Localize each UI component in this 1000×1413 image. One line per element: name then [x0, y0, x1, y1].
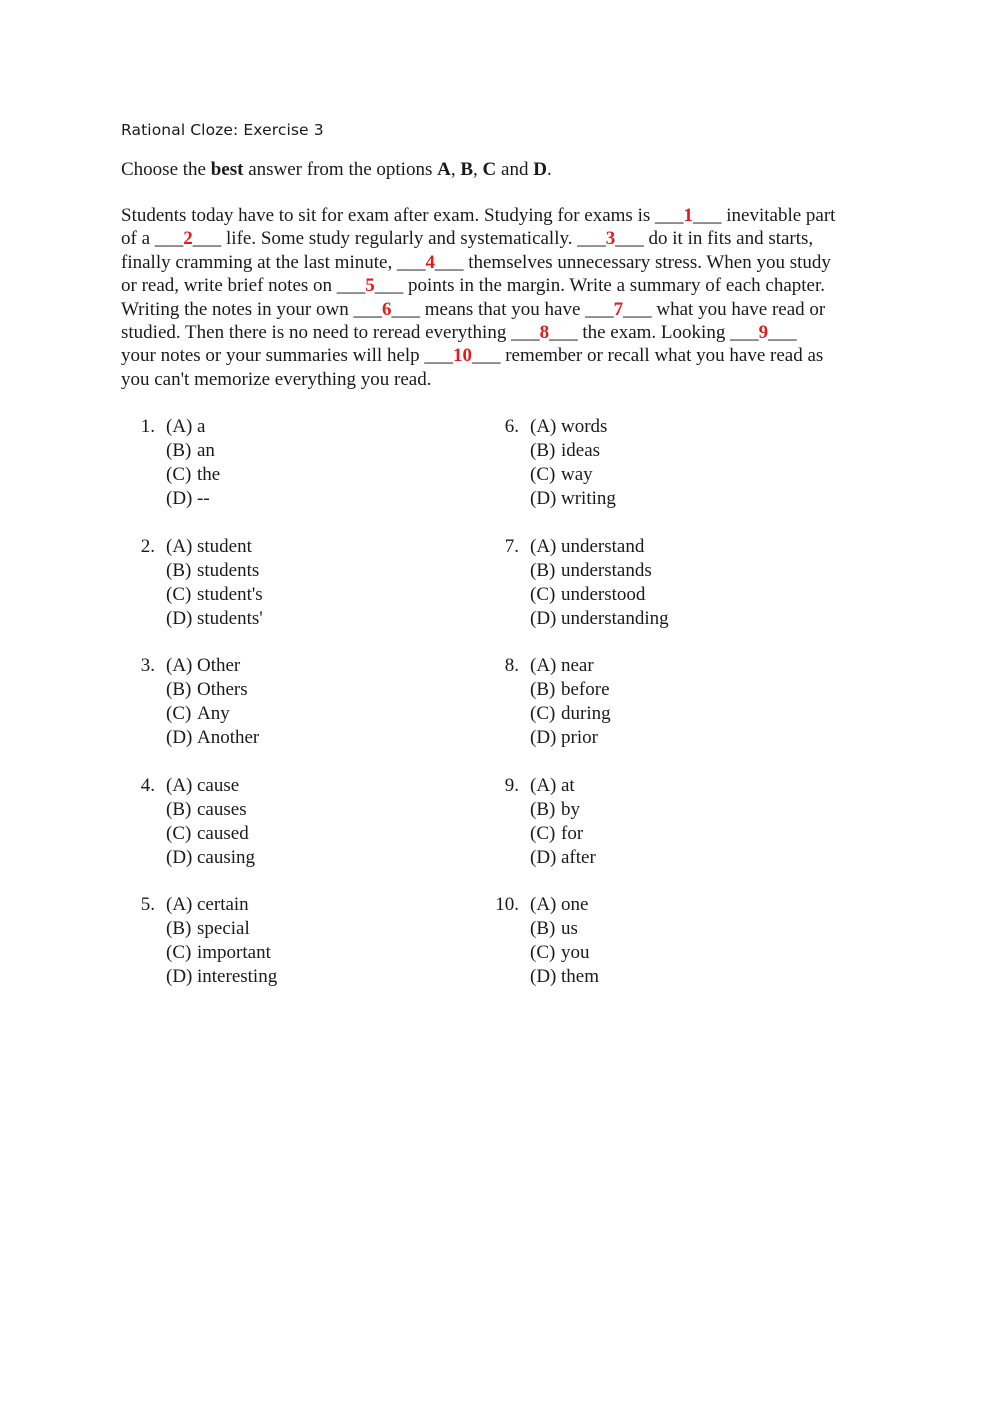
option-list: [166, 535, 263, 631]
option-list: [530, 415, 616, 511]
answer-option[interactable]: [166, 702, 259, 726]
passage-line: [121, 321, 891, 344]
blank-number: 6: [381, 298, 392, 320]
option-letter: (B): [166, 440, 192, 461]
option-letter: (B): [530, 440, 556, 461]
option-text: prior: [561, 727, 598, 748]
option-text: understanding: [561, 608, 669, 629]
blank-number: 1: [683, 205, 693, 226]
option-letter-b: B: [460, 159, 474, 180]
option-letter-a: A: [437, 159, 451, 180]
option-text: understood: [561, 584, 646, 605]
answer-option[interactable]: [530, 798, 596, 822]
passage-text: Students today have to sit for exam after exam. Studying for exams is ___: [121, 205, 684, 226]
instruction: [121, 158, 552, 182]
blank-number: 7: [613, 298, 624, 320]
option-letter: (D): [166, 727, 193, 748]
option-list: [166, 654, 259, 750]
answer-option[interactable]: [530, 415, 616, 439]
option-text: Others: [197, 679, 248, 700]
answer-option[interactable]: [530, 583, 669, 607]
question-number: 3.: [140, 655, 155, 676]
option-list: [530, 774, 596, 870]
passage-line: [121, 368, 891, 391]
option-letter: (A): [166, 536, 193, 557]
option-letter: (B): [166, 560, 192, 581]
option-text: understand: [561, 536, 645, 557]
answer-option[interactable]: [166, 415, 220, 439]
passage-line: [121, 274, 891, 297]
option-text: caused: [197, 823, 249, 844]
passage-line: [121, 204, 891, 227]
answer-option[interactable]: [166, 893, 277, 917]
answer-option[interactable]: [530, 535, 669, 559]
option-letter: (C): [166, 942, 192, 963]
passage-line: [121, 298, 891, 321]
option-text: one: [561, 894, 589, 915]
answer-option[interactable]: [166, 798, 255, 822]
instruction-text: answer from the options: [243, 159, 438, 180]
question-number: 5.: [140, 894, 155, 915]
answer-option[interactable]: [530, 702, 611, 726]
answer-option[interactable]: [166, 487, 220, 511]
option-text: way: [561, 464, 593, 485]
option-letter: (B): [530, 799, 556, 820]
option-letter: (D): [530, 727, 557, 748]
option-letter: (B): [166, 918, 192, 939]
answer-option[interactable]: [166, 583, 263, 607]
instruction-text: and: [496, 159, 534, 180]
passage-line: [121, 344, 891, 367]
option-letter: (D): [530, 488, 557, 509]
answer-option[interactable]: [530, 941, 599, 965]
option-letter: (C): [530, 584, 556, 605]
passage-text: Writing the notes in your own ___: [121, 298, 382, 320]
passage-text: ___ inevitable part: [693, 205, 836, 226]
option-text: Other: [197, 655, 241, 676]
instruction-text: .: [546, 159, 552, 180]
option-letter: (D): [166, 966, 193, 987]
option-list: [166, 415, 220, 511]
blank-number: 2: [183, 228, 193, 250]
instruction-text: ,: [450, 159, 461, 180]
option-letter: (C): [530, 823, 556, 844]
answer-option[interactable]: [166, 965, 277, 989]
option-text: writing: [561, 488, 616, 509]
option-letter: (D): [166, 608, 193, 629]
question-number: 8.: [504, 655, 519, 676]
option-letter: (C): [166, 823, 192, 844]
answer-option[interactable]: [530, 822, 596, 846]
option-text: an: [197, 440, 215, 461]
passage-text: ___ themselves unnecessary stress. When you study: [434, 251, 831, 273]
instruction-text: ,: [473, 159, 483, 180]
passage-text: studied. Then there is no need to reread everything ___: [121, 322, 540, 344]
instruction-text: Choose the: [121, 159, 211, 180]
option-letter-c: C: [482, 159, 497, 180]
option-text: certain: [197, 894, 249, 915]
option-list: [166, 774, 255, 870]
cloze-passage: [121, 204, 891, 391]
option-text: Another: [197, 727, 260, 748]
option-letter: (B): [530, 560, 556, 581]
option-list: [530, 535, 669, 631]
blank-number: 4: [425, 251, 435, 273]
answer-option[interactable]: [166, 917, 277, 941]
option-text: causing: [197, 847, 256, 868]
passage-line: [121, 227, 891, 250]
passage-text: or read, write brief notes on ___: [121, 275, 366, 297]
answer-option[interactable]: [530, 439, 616, 463]
answer-option[interactable]: [530, 678, 611, 702]
passage-text: ___ remember or recall what you have read as: [471, 345, 824, 367]
answer-option[interactable]: [166, 941, 277, 965]
passage-text: you can't memorize everything you read.: [121, 368, 432, 390]
option-letter: (A): [166, 775, 193, 796]
question-number: 1.: [140, 416, 155, 437]
passage-text: ___ the exam. Looking ___: [549, 322, 759, 344]
option-text: by: [561, 799, 580, 820]
option-text: Any: [197, 703, 230, 724]
option-list: [530, 893, 599, 989]
option-text: students': [197, 608, 263, 629]
option-letter: (A): [530, 775, 557, 796]
passage-text: your notes or your summaries will help ___: [121, 345, 453, 367]
passage-text: finally cramming at the last minute, ___: [121, 251, 426, 273]
option-text: during: [561, 703, 611, 724]
option-text: for: [561, 823, 584, 844]
option-text: cause: [197, 775, 240, 796]
option-text: important: [197, 942, 271, 963]
option-text: you: [561, 942, 590, 963]
passage-text: ___ means that you have ___: [391, 298, 614, 320]
blank-number: 3: [605, 228, 616, 250]
option-letter: (D): [166, 847, 193, 868]
passage-line: [121, 251, 891, 274]
option-letter: (A): [530, 655, 557, 676]
question-number: 7.: [504, 536, 519, 557]
blank-number: 10: [452, 345, 472, 367]
answer-option[interactable]: [166, 607, 263, 631]
answer-option[interactable]: [530, 654, 611, 678]
question-number: 6.: [504, 416, 519, 437]
option-text: ideas: [561, 440, 601, 461]
option-letter: (A): [166, 416, 193, 437]
option-letter: (A): [166, 655, 193, 676]
option-text: students: [197, 560, 260, 581]
option-letter: (D): [530, 608, 557, 629]
option-letter: (C): [166, 464, 192, 485]
option-text: the: [197, 464, 221, 485]
answer-option[interactable]: [530, 917, 599, 941]
option-list: [166, 893, 277, 989]
passage-text: ___ what you have read or: [623, 298, 826, 320]
option-letter: (B): [166, 679, 192, 700]
answer-option[interactable]: [530, 726, 611, 750]
answer-option[interactable]: [530, 965, 599, 989]
option-letter: (A): [530, 536, 557, 557]
answer-option[interactable]: [166, 774, 255, 798]
option-text: --: [197, 488, 210, 509]
instruction-bold: best: [210, 159, 244, 180]
answer-option[interactable]: [530, 893, 599, 917]
option-letter-d: D: [533, 159, 547, 180]
option-text: student: [197, 536, 252, 557]
option-letter: (D): [530, 847, 557, 868]
option-letter: (B): [530, 679, 556, 700]
question-number: 10.: [495, 894, 519, 915]
answer-option[interactable]: [166, 535, 263, 559]
answer-option[interactable]: [530, 846, 596, 870]
option-text: causes: [197, 799, 247, 820]
answer-option[interactable]: [530, 559, 669, 583]
answer-option[interactable]: [166, 726, 259, 750]
option-text: special: [197, 918, 250, 939]
option-letter: (B): [166, 799, 192, 820]
option-text: words: [561, 416, 608, 437]
option-text: near: [561, 655, 594, 676]
blank-number: 5: [365, 275, 375, 297]
answer-option[interactable]: [166, 439, 220, 463]
passage-text: ___ life. Some study regularly and systematically. ___: [192, 228, 606, 250]
answer-option[interactable]: [166, 463, 220, 487]
option-letter: (D): [530, 966, 557, 987]
option-letter: (A): [530, 894, 557, 915]
option-letter: (A): [166, 894, 193, 915]
answer-option[interactable]: [166, 846, 255, 870]
passage-text: of a ___: [121, 228, 184, 250]
question-number: 2.: [140, 536, 155, 557]
option-text: them: [561, 966, 599, 987]
option-text: a: [197, 416, 206, 437]
blank-number: 9: [758, 322, 769, 344]
passage-text: ___: [768, 322, 797, 344]
answer-option[interactable]: [166, 822, 255, 846]
option-letter: (C): [530, 942, 556, 963]
answer-option[interactable]: [530, 607, 669, 631]
option-list: [530, 654, 611, 750]
option-letter: (D): [166, 488, 193, 509]
option-letter: (C): [166, 703, 192, 724]
option-letter: (A): [530, 416, 557, 437]
answer-option[interactable]: [166, 559, 263, 583]
option-text: after: [561, 847, 596, 868]
answer-option[interactable]: [166, 654, 259, 678]
option-letter: (C): [530, 464, 556, 485]
question-number: 4.: [140, 775, 155, 796]
answer-option[interactable]: [530, 463, 616, 487]
option-text: interesting: [197, 966, 278, 987]
option-letter: (C): [530, 703, 556, 724]
page-title: Rational Cloze: Exercise 3: [121, 121, 324, 139]
option-letter: (B): [530, 918, 556, 939]
option-text: us: [561, 918, 578, 939]
passage-text: ___ do it in fits and starts,: [615, 228, 814, 250]
option-letter: (C): [166, 584, 192, 605]
answer-option[interactable]: [166, 678, 259, 702]
question-number: 9.: [504, 775, 519, 796]
blank-number: 8: [539, 322, 550, 344]
option-text: understands: [561, 560, 652, 581]
answer-option[interactable]: [530, 774, 596, 798]
option-text: before: [561, 679, 610, 700]
option-text: student's: [197, 584, 263, 605]
answer-option[interactable]: [530, 487, 616, 511]
option-text: at: [561, 775, 575, 796]
passage-text: ___ points in the margin. Write a summary of each chapter.: [374, 275, 825, 297]
